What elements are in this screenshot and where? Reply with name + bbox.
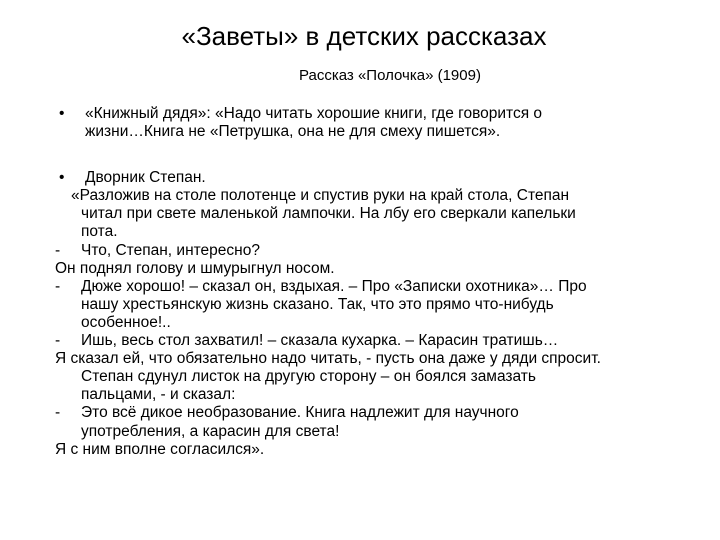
slide-body [55, 105, 705, 459]
dialogue-line [55, 332, 705, 350]
text-line: нашу хрестьянскую жизнь сказано. Так, что это прямо что-нибудь [81, 295, 554, 313]
narration-line [55, 441, 705, 459]
text-line: Степан сдунул листок на другую сторону – он боялся замазать [81, 368, 536, 386]
text-line: Я сказал ей, что обязательно надо читать, - пусть она даже у дяди спросит. [55, 350, 601, 368]
text-line: употребления, а карасин для света! [81, 422, 340, 440]
text-line: читал при свете маленькой лампочки. На лбу его сверкали капельки [81, 205, 576, 223]
text-line: Я с ним вполне согласился». [55, 440, 265, 458]
bullet-line: «Книжный дядя»: «Надо читать хорошие книги, где говорится о [85, 105, 543, 122]
slide-title: «Заветы» в детских рассказах [181, 21, 547, 51]
quote-paragraph [55, 187, 705, 241]
narration-line [55, 260, 705, 278]
dash-marker: - [55, 277, 61, 295]
text-line: «Разложив на столе полотенце и спустив руки на край стола, Степан [71, 187, 570, 205]
text-line: Он поднял голову и шмурыгнул носом. [55, 259, 335, 277]
bullet-marker: • [59, 105, 65, 122]
text-line: особенное!.. [81, 313, 171, 331]
text-line: пота. [81, 223, 118, 241]
text-line: Что, Степан, интересно? [81, 241, 260, 259]
dash-marker: - [55, 241, 61, 259]
slide-subtitle: Рассказ «Полочка» (1909) [299, 67, 481, 84]
bullet-line: жизни…Книга не «Петрушка, она не для смеху пишется». [85, 123, 501, 141]
bullet-item-book-uncle [59, 105, 709, 141]
dialogue-line [55, 278, 705, 332]
bullet-marker: • [59, 169, 65, 187]
text-line: Дюже хорошо! – сказал он, вздыхая. – Про «Записки охотника»… Про [81, 277, 587, 295]
dash-marker: - [55, 404, 61, 422]
narration-paragraph [55, 350, 705, 404]
spacer [55, 141, 705, 169]
dialogue-line [55, 242, 705, 260]
bullet-item-janitor [59, 169, 709, 187]
dialogue-line [55, 404, 705, 440]
text-line: Ишь, весь стол захватил! – сказала кухарка. – Карасин тратишь… [81, 332, 559, 350]
text-line: пальцами, - и сказал: [81, 386, 236, 404]
text-line: Это всё дикое необразование. Книга надлежит для научного [81, 404, 519, 422]
dash-marker: - [55, 332, 61, 350]
bullet-line: Дворник Степан. [85, 169, 206, 187]
